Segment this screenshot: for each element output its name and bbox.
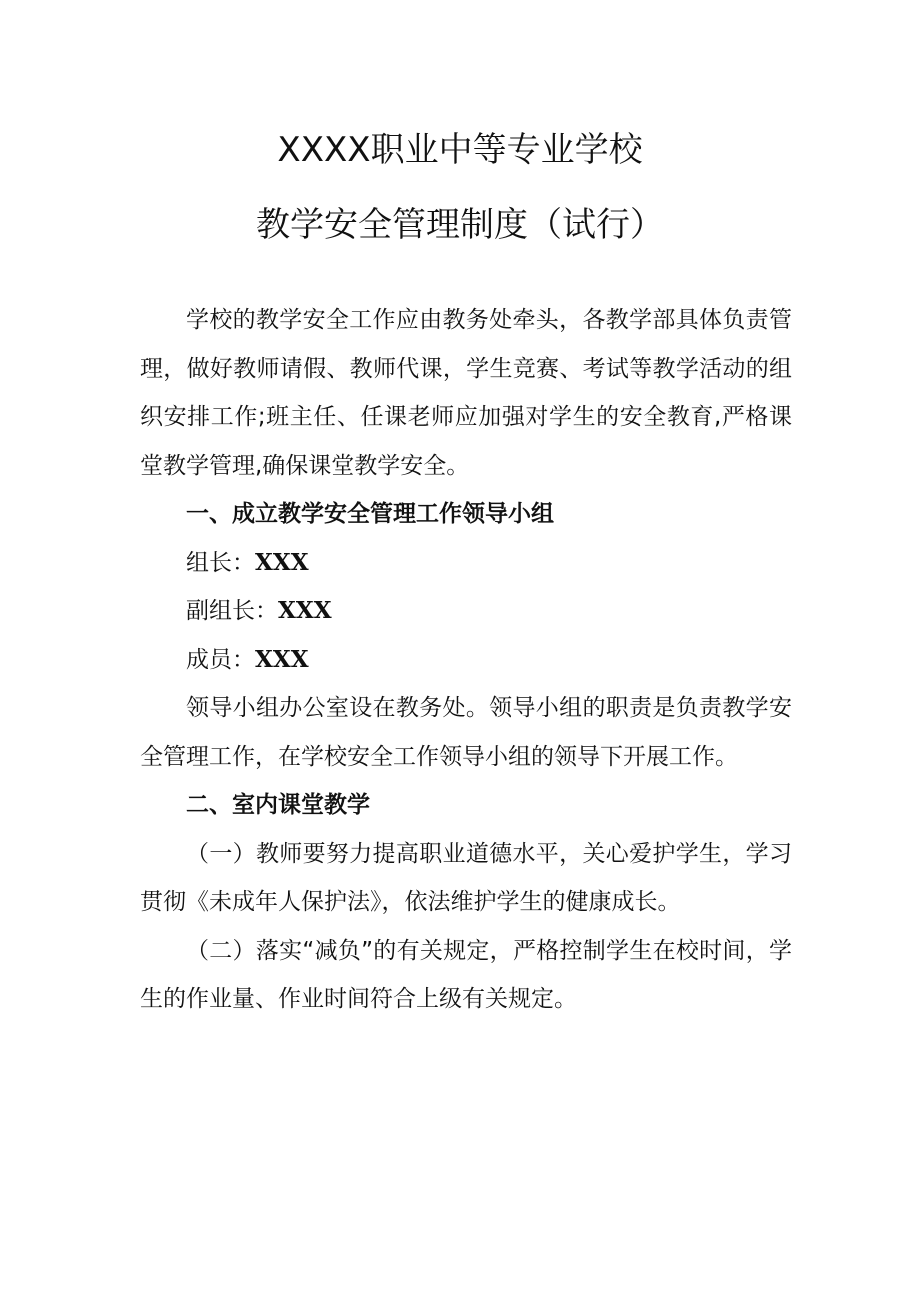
members-value: XXX	[255, 645, 309, 673]
members-label: 成员：	[186, 646, 255, 673]
leader-label: 组长：	[186, 549, 255, 576]
deputy-leader-value: XXX	[278, 597, 332, 624]
section-heading-leadership: 一、成立教学安全管理工作领导小组	[186, 501, 554, 527]
classroom-item-2-paragraph: （二）落实“减负”的有关规定，严格控制学生在校时间，学生的作业量、作业时间符合上级有关规定。	[140, 937, 792, 1012]
intro-paragraph: 学校的教学安全工作应由教务处牵头，各教学部具体负责管理，做好教师请假、教师代课，学生竞赛、考试等教学活动的组织安排工作;班主任、任课老师应加强对学生的安全教育,严格课堂教学管理,确保课堂教学安全。	[140, 307, 792, 479]
members-line	[140, 636, 792, 685]
leadership-description-paragraph: 领导小组办公室设在教务处。领导小组的职责是负责教学安全管理工作，在学校安全工作领导小组的领导下开展工作。	[140, 695, 792, 770]
leader-value: XXX	[255, 548, 309, 576]
document-title-policy: 教学安全管理制度（试行）	[256, 205, 664, 245]
leader-line	[140, 539, 792, 588]
section-heading-classroom: 二、室内课堂教学	[186, 792, 370, 818]
deputy-leader-label: 副组长：	[186, 598, 278, 624]
document-body	[140, 296, 792, 1024]
document-title-school: XXXX职业中等专业学校	[277, 130, 643, 170]
classroom-item-1-paragraph: （一）教师要努力提高职业道德水平，关心爱护学生，学习贯彻《未成年人保护法》，依法维护学生的健康成长。	[140, 840, 792, 915]
deputy-leader-line	[140, 587, 792, 636]
